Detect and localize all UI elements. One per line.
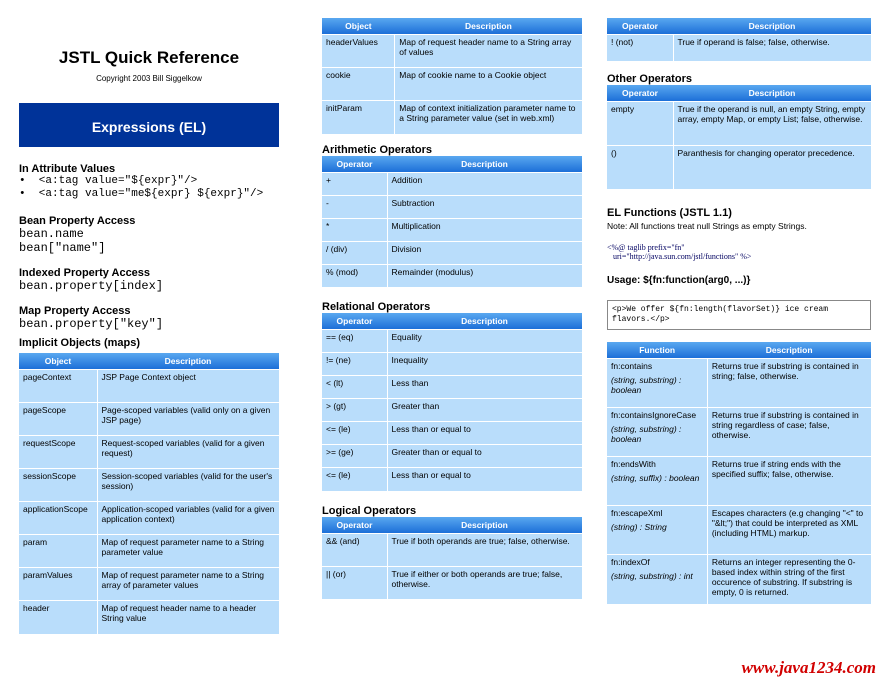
table-row [322, 533, 582, 566]
table-row [322, 399, 582, 422]
table-row [19, 403, 279, 436]
column-middle [322, 18, 582, 599]
col-header: Object [322, 18, 395, 35]
function-name: fn:endsWith [611, 459, 656, 469]
function-description: Returns true if substring is contained in string; false, otherwise. [707, 359, 871, 408]
table-cell: initParam [322, 101, 395, 134]
table-cell: header [19, 601, 97, 634]
table-cell: / (div) [322, 241, 387, 264]
column-right [607, 18, 871, 604]
copyright: Copyright 2003 Bill Siggelkow [96, 74, 202, 83]
col-header: Operator [607, 18, 673, 35]
table-cell: % (mod) [322, 264, 387, 287]
table-cell: Less than or equal to [387, 422, 582, 445]
table-cell: Application-scoped variables (valid for a given application context) [97, 502, 279, 535]
function-name: fn:escapeXml [611, 508, 663, 518]
table-row [322, 68, 582, 101]
indexed-line: bean.property[index] [19, 279, 164, 293]
watermark: www.java1234.com [741, 658, 876, 677]
table-cell: - [322, 195, 387, 218]
implicit-table [19, 353, 279, 634]
section-band: Expressions (EL) [19, 103, 279, 147]
attr-heading: In Attribute Values [19, 163, 116, 175]
table-row [322, 353, 582, 376]
table-cell: Subtraction [387, 195, 582, 218]
table-row [19, 601, 279, 634]
table-cell: True if both operands are true; false, otherwise. [387, 533, 582, 566]
col-header: Operator [607, 85, 673, 102]
table-cell: Less than [387, 376, 582, 399]
indexed-heading: Indexed Property Access [19, 267, 151, 279]
col-header: Description [97, 353, 279, 370]
table-row [322, 376, 582, 399]
function-cell [607, 359, 707, 408]
col-header: Object [19, 353, 97, 370]
page-title: JSTL Quick Reference [58, 48, 240, 67]
table-cell: >= (ge) [322, 445, 387, 468]
col-header: Description [707, 342, 871, 359]
function-description: Escapes characters (e.g changing "<" to "&lt;") that could be interpreted as XML (including HTML) markup. [707, 506, 871, 555]
table-cell: True if the operand is null, an empty String, empty array, empty Map, or empty List; false, otherwise. [673, 101, 871, 145]
attr-line: • <a:tag value="me${expr} ${expr}"/> [19, 188, 264, 200]
table-row [607, 145, 871, 189]
table-row [19, 370, 279, 403]
table-cell: Request-scoped variables (valid for a given request) [97, 436, 279, 469]
table-cell: Equality [387, 330, 582, 353]
function-table [607, 342, 871, 604]
table-row [607, 101, 871, 145]
table-cell: cookie [322, 68, 395, 101]
col-header: Function [607, 342, 707, 359]
table-cell: Inequality [387, 353, 582, 376]
table-cell: sessionScope [19, 469, 97, 502]
bean-heading: Bean Property Access [19, 215, 136, 227]
table-cell: != (ne) [322, 353, 387, 376]
function-description: Returns true if string ends with the specified suffix; false, otherwise. [707, 457, 871, 506]
col-header: Operator [322, 156, 387, 173]
arith-table [322, 156, 582, 288]
table-row [19, 502, 279, 535]
table-row [19, 436, 279, 469]
table-cell: ! (not) [607, 35, 673, 61]
table-cell: Greater than [387, 399, 582, 422]
elf-note: Note: All functions treat null Strings as empty Strings. [607, 221, 807, 231]
table-cell: param [19, 535, 97, 568]
col-header: Description [387, 313, 582, 330]
function-signature: (string, substring) : int [611, 571, 693, 581]
table-cell: Addition [387, 172, 582, 195]
other-table [607, 85, 871, 190]
table-row [19, 469, 279, 502]
table-cell: Map of request header name to a String array of values [395, 35, 582, 68]
table-row [322, 35, 582, 68]
bean-line: bean.name [19, 227, 84, 241]
function-name: fn:indexOf [611, 557, 650, 567]
table-cell: Division [387, 241, 582, 264]
table-cell: Session-scoped variables (valid for the user's session) [97, 469, 279, 502]
table-row [322, 172, 582, 195]
table-cell: Multiplication [387, 218, 582, 241]
other-heading: Other Operators [607, 72, 692, 85]
table-cell: Map of request parameter name to a String parameter value [97, 535, 279, 568]
taglib-line: <%@ taglib prefix="fn" [607, 243, 685, 252]
col-header: Operator [322, 313, 387, 330]
table-cell: paramValues [19, 568, 97, 601]
rel-heading: Relational Operators [322, 301, 431, 313]
function-description: Returns an integer representing the 0-based index within string of the first occurence of substring. If substring is empty, 0 is returned. [707, 555, 871, 604]
table-row [607, 35, 871, 61]
rel-table [322, 313, 582, 491]
table-row [322, 422, 582, 445]
function-signature: (string) : String [611, 522, 667, 532]
table-cell: Less than or equal to [387, 468, 582, 491]
table-cell: Remainder (modulus) [387, 264, 582, 287]
map-heading: Map Property Access [19, 305, 131, 317]
table-cell: && (and) [322, 533, 387, 566]
function-description: Returns true if substring is contained in string regardless of case; false, otherwise. [707, 408, 871, 457]
function-signature: (string, substring) : boolean [611, 424, 682, 444]
table-row [322, 241, 582, 264]
table-row [322, 330, 582, 353]
table-row [607, 359, 871, 408]
table-row [322, 195, 582, 218]
table-cell: True if either or both operands are true; false, otherwise. [387, 566, 582, 599]
table-cell: Paranthesis for changing operator precedence. [673, 145, 871, 189]
map-line: bean.property["key"] [19, 317, 164, 331]
col-header: Description [673, 18, 871, 35]
col-header: Description [673, 85, 871, 102]
table-cell: Map of cookie name to a Cookie object [395, 68, 582, 101]
table-cell: == (eq) [322, 330, 387, 353]
table-cell: Page-scoped variables (valid only on a given JSP page) [97, 403, 279, 436]
table-cell: Map of request header name to a header String value [97, 601, 279, 634]
table-cell: || (or) [322, 566, 387, 599]
log-heading: Logical Operators [322, 504, 417, 517]
table-row [322, 445, 582, 468]
table-row [19, 568, 279, 601]
table-cell: True if operand is false; false, otherwise. [673, 35, 871, 61]
table-row [607, 506, 871, 555]
column-left [19, 0, 279, 634]
function-cell [607, 408, 707, 457]
col-header: Description [395, 18, 582, 35]
table-cell: * [322, 218, 387, 241]
usage-line: Usage: ${fn:function(arg0, ...)} [607, 275, 751, 286]
table-row [322, 468, 582, 491]
function-name: fn:containsIgnoreCase [611, 410, 697, 420]
table-row [607, 457, 871, 506]
function-signature: (string, substring) : boolean [611, 375, 682, 395]
table-row [607, 408, 871, 457]
taglib-line: uri="http://java.sun.com/jstl/functions" %> [607, 252, 752, 261]
attr-line: • <a:tag value="${expr}"/> [19, 175, 198, 187]
table-cell: headerValues [322, 35, 395, 68]
table-cell: < (lt) [322, 376, 387, 399]
table-row [322, 101, 582, 134]
bean-line: bean["name"] [19, 241, 106, 255]
function-cell [607, 457, 707, 506]
table-cell: JSP Page Context object [97, 370, 279, 403]
log-table [322, 517, 582, 600]
implicit-heading: Implicit Objects (maps) [19, 337, 141, 349]
col-header: Description [387, 517, 582, 534]
table-row [322, 218, 582, 241]
table-cell: empty [607, 101, 673, 145]
table-cell: Map of request parameter name to a String array of parameter values [97, 568, 279, 601]
table-row [322, 264, 582, 287]
function-cell [607, 506, 707, 555]
table-cell: <= (le) [322, 468, 387, 491]
code-sample: <p>We offer ${fn:length(flavorSet)} ice cream flavors.</p> [607, 300, 871, 330]
not-table [607, 18, 871, 61]
function-signature: (string, suffix) : boolean [611, 473, 700, 483]
elf-heading: EL Functions (JSTL 1.1) [607, 207, 732, 219]
col-header: Operator [322, 517, 387, 534]
table-row [607, 555, 871, 604]
table-cell: requestScope [19, 436, 97, 469]
table-row [19, 535, 279, 568]
function-name: fn:contains [611, 361, 653, 371]
arith-heading: Arithmetic Operators [322, 143, 433, 156]
table-cell: () [607, 145, 673, 189]
table-cell: + [322, 172, 387, 195]
table-row [322, 566, 582, 599]
table-cell: applicationScope [19, 502, 97, 535]
col-header: Description [387, 156, 582, 173]
table-cell: Map of context initialization parameter name to a String parameter value (set in web.xml) [395, 101, 582, 134]
object-table [322, 18, 582, 134]
table-cell: pageScope [19, 403, 97, 436]
table-cell: pageContext [19, 370, 97, 403]
function-cell [607, 555, 707, 604]
table-cell: > (gt) [322, 399, 387, 422]
table-cell: Greater than or equal to [387, 445, 582, 468]
table-cell: <= (le) [322, 422, 387, 445]
